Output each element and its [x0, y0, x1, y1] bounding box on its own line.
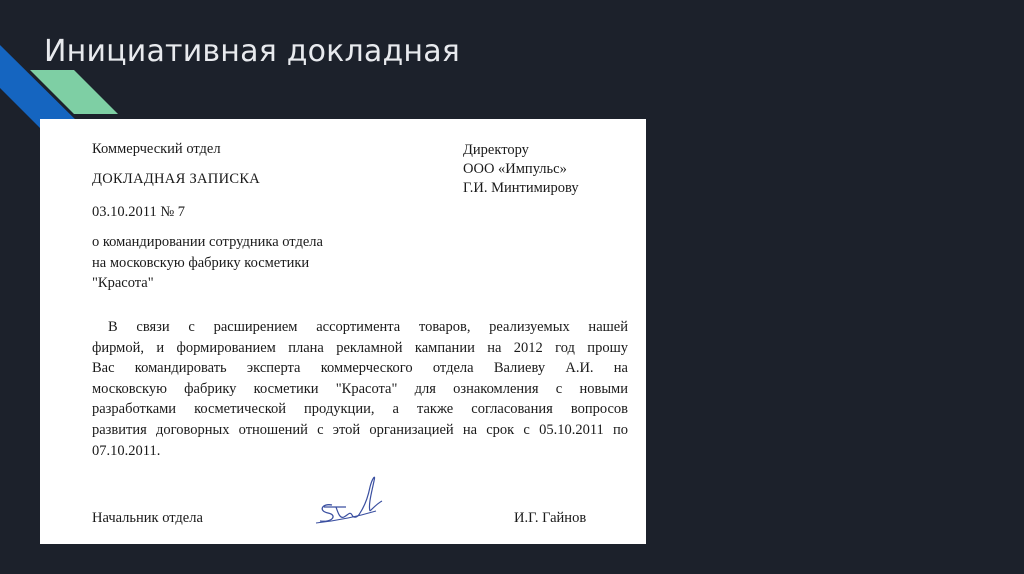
body-line: московскую фабрику косметики "Красота" для ознакомления с новыми: [92, 380, 628, 397]
signer-position: Начальник отдела: [92, 510, 203, 526]
body-line: фирмой, и формированием плана рекламной кампании на 2012 год прошу: [92, 339, 628, 356]
document-type: ДОКЛАДНАЯ ЗАПИСКА: [92, 171, 261, 187]
body-line: 07.10.2011.: [92, 442, 161, 459]
addressee-line: Г.И. Минтимирову: [463, 180, 579, 196]
subject-line: "Красота": [92, 275, 154, 291]
addressee-line: Директору: [463, 142, 529, 158]
memo-document: [40, 119, 646, 544]
body-line: В связи с расширением ассортимента товаров, реализуемых нашей: [108, 319, 628, 335]
document-date-number: 03.10.2011 № 7: [92, 204, 186, 220]
body-line: развития договорных отношений с этой организацией на срок с 05.10.2011 по: [92, 421, 628, 438]
subject-line: на московскую фабрику косметики: [92, 254, 310, 271]
slide-title: Инициативная докладная: [44, 34, 461, 69]
signer-name: И.Г. Гайнов: [514, 510, 587, 526]
handwritten-signature: [310, 467, 392, 527]
department-label: Коммерческий отдел: [92, 141, 221, 157]
subject-line: о командировании сотрудника отдела: [92, 234, 323, 250]
memo-body: [92, 317, 628, 461]
body-line: разработками косметической продукции, а также согласования вопросов: [92, 401, 628, 418]
document-subject: [92, 232, 323, 294]
body-line: Вас командировать эксперта коммерческого отдела Валиеву А.И. на: [92, 360, 628, 377]
addressee-block: [463, 141, 579, 198]
addressee-line: ООО «Импульс»: [463, 161, 567, 177]
